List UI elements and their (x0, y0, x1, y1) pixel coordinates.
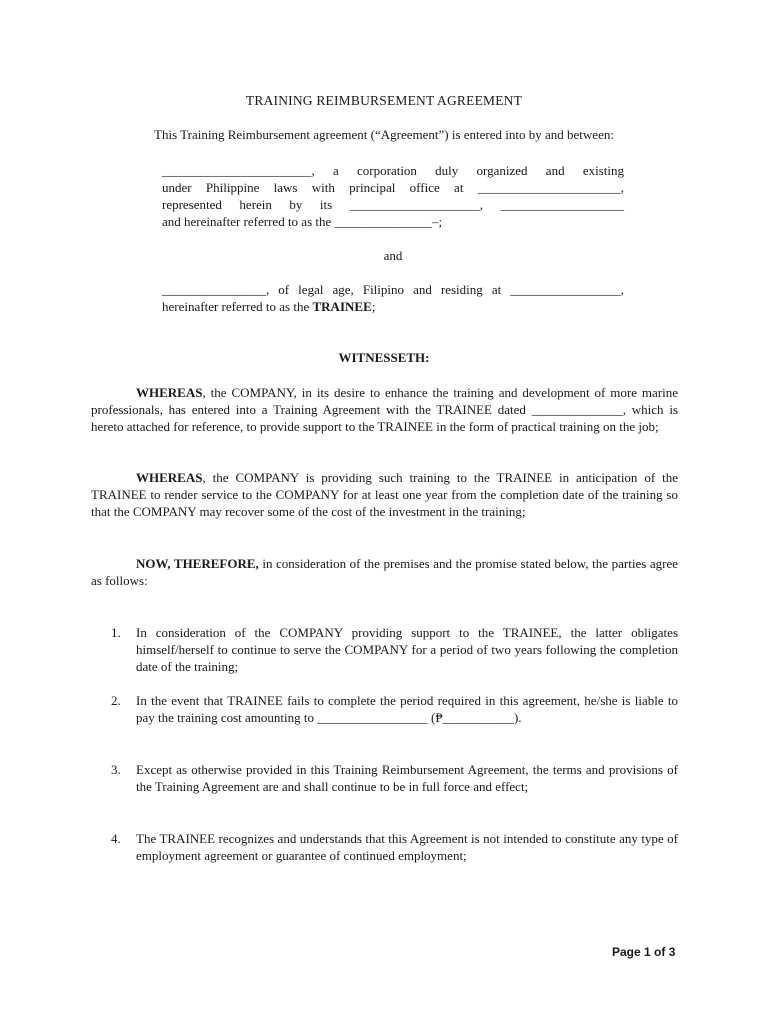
party-trainee-line-1: ________________, of legal age, Filipino and residing at _________________, (162, 282, 624, 297)
current-page-number: 1 (644, 945, 651, 959)
whereas-clause-1 (91, 384, 678, 435)
whereas-2-keyword: WHEREAS (136, 470, 203, 485)
list-item-number: 3. (111, 762, 121, 777)
footer-of-label: of (650, 945, 669, 959)
list-item-number: 2. (111, 693, 121, 708)
witnesseth-heading: WITNESSETH: (338, 350, 430, 365)
whereas-1-keyword: WHEREAS (136, 385, 203, 400)
party-trainee-line-2-post: ; (371, 299, 376, 314)
trainee-term: TRAINEE (312, 299, 372, 314)
footer-page-label: Page (612, 945, 645, 959)
party-company-line-3: represented herein by its ____________________, ___________________ (162, 197, 624, 212)
list-item-number: 4. (111, 831, 121, 846)
now-therefore-keyword: NOW, THEREFORE, (136, 556, 259, 571)
list-item-text: The TRAINEE recognizes and understands that this Agreement is not intended to constitute any type of employment agreement or guarantee of continued employment; (136, 831, 678, 863)
total-pages-number: 3 (668, 945, 676, 959)
list-item-number: 1. (111, 625, 121, 640)
party-trainee-line-2-pre: hereinafter referred to as the (162, 299, 313, 314)
party-company-line-1: _______________________, a corporation duly organized and existing (162, 163, 624, 178)
document-title: TRAINING REIMBURSEMENT AGREEMENT (245, 93, 523, 108)
whereas-clause-2 (91, 469, 678, 520)
and-separator: and (383, 248, 403, 263)
list-item-text: In the event that TRAINEE fails to complete the period required in this agreement, he/she is liable to pay the training cost amounting to _________________ (₱___________). (136, 693, 678, 725)
intro-paragraph: This Training Reimbursement agreement (“Agreement”) is entered into by and between: (154, 127, 614, 142)
whereas-1-text: , the COMPANY, in its desire to enhance the training and development of more marine professionals, has entered into a Training Agreement with the TRAINEE dated ______________, which is hereto attached for reference, to provide support to the TRAINEE in the form of practical training on the job; (91, 385, 678, 434)
list-item-text: In consideration of the COMPANY providing support to the TRAINEE, the latter obligates himself/herself to continue to serve the COMPANY for a period of two years following the completion date of the training; (136, 625, 678, 674)
now-therefore-text: in consideration of the premises and the promise stated below, the parties agree as follows: (91, 556, 678, 588)
party-company-block (162, 162, 624, 230)
now-therefore-clause (91, 555, 678, 589)
party-company-line-4: and hereinafter referred to as the _______________–; (162, 214, 443, 229)
party-company-line-2: under Philippine laws with principal office at ______________________, (162, 180, 624, 195)
list-item-text: Except as otherwise provided in this Training Reimbursement Agreement, the terms and provisions of the Training Agreement are and shall continue to be in full force and effect; (136, 762, 678, 794)
party-trainee-block (162, 281, 624, 315)
party-trainee-line-2 (162, 298, 624, 315)
page-number-footer (612, 944, 682, 961)
whereas-2-text: , the COMPANY is providing such training to the TRAINEE in anticipation of the TRAINEE to render service to the COMPANY for at least one year from the completion date of the training so that the COMPANY may recover some of the cost of the investment in the training; (91, 470, 678, 519)
